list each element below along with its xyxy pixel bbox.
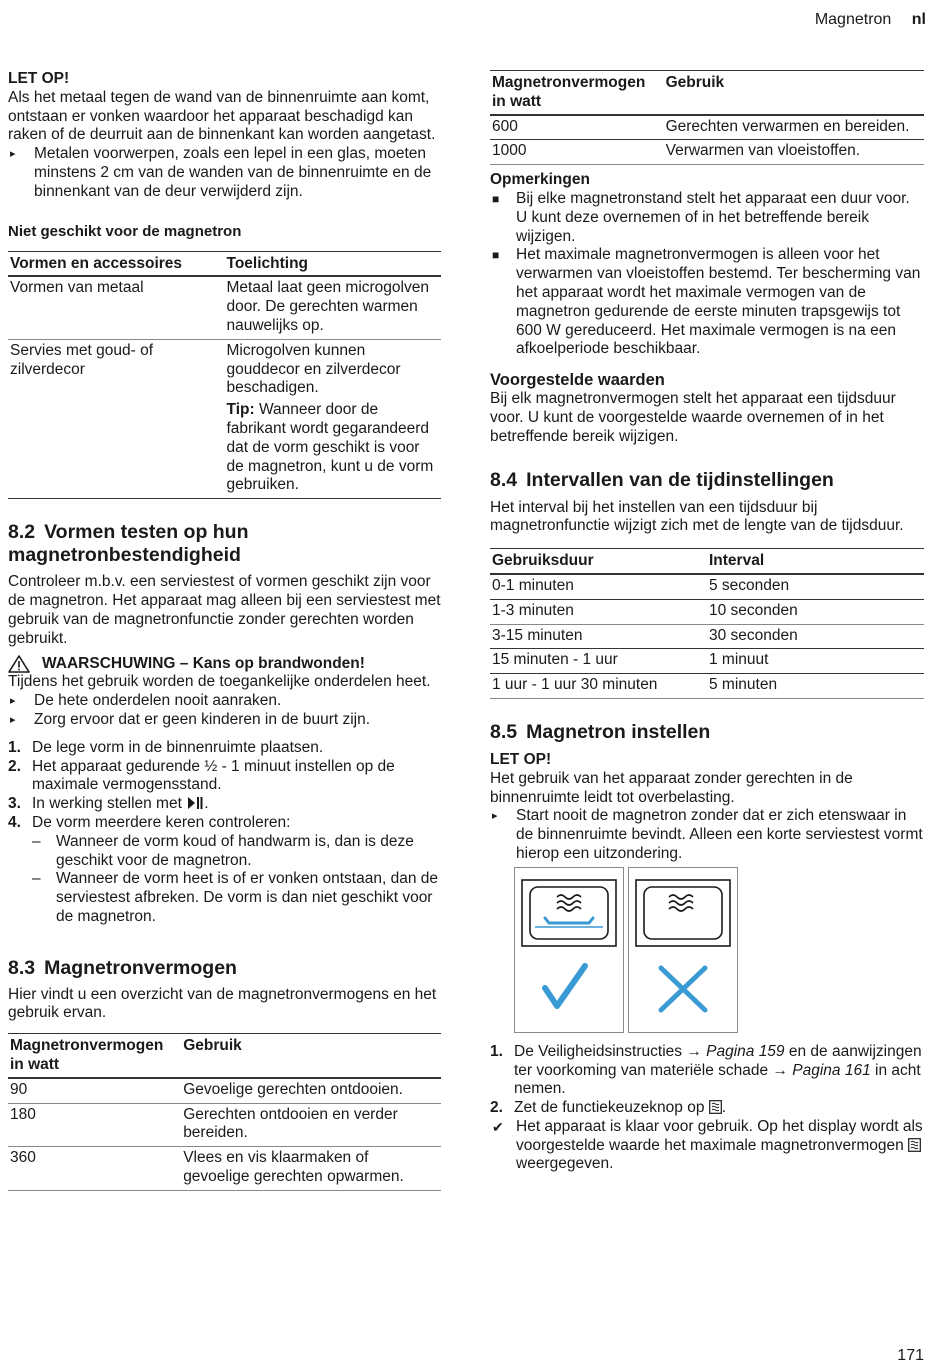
substep: – Wanneer de vorm heet is of er vonken ontstaan, dan de serviestest afbreken. De vorm is dan niet geschikt voor de magnetron.: [32, 870, 438, 925]
column-header: Gebruik: [664, 71, 924, 115]
table-row: 0-1 minuten 5 seconden: [490, 574, 924, 599]
substep: – Wanneer de vorm koud of handwarm is, dan is deze geschikt voor de magnetron.: [32, 832, 414, 869]
steps-list: [490, 1043, 924, 1175]
table-row: 3-15 minuten 30 seconden: [490, 624, 924, 649]
section-heading-8-5: 8.5 Magnetron instellen: [490, 720, 711, 743]
table-row: 180 Gerechten ontdooien en verder bereiden.: [8, 1103, 441, 1147]
table-row: 15 minuten - 1 uur 1 minuut: [490, 649, 924, 674]
serviestest-illustration: [514, 867, 924, 1033]
triangle-bullet-icon: ▸: [10, 148, 16, 161]
microwave-empty-icon: [629, 868, 737, 1032]
column-header: Magnetronvermogen in watt: [490, 71, 664, 115]
microwave-function-icon: [908, 1138, 921, 1152]
column-header: Interval: [707, 549, 924, 574]
square-bullet-icon: ■: [492, 248, 500, 263]
warning-bullet: ▸ De hete onderdelen nooit aanraken.: [10, 692, 282, 710]
table-row: Vormen van metaal Metaal laat geen microgolven door. De gerechten warmen nauwelijks op.: [8, 276, 441, 339]
step: 1. De Veiligheidsinstructies → Pagina 159 en de aanwijzingen ter voorkoming van materiële schade → Pagina 161 in acht nemen.: [490, 1042, 922, 1098]
cross-icon: [661, 968, 705, 1010]
step: 1. De lege vorm in de binnenruimte plaatsen.: [8, 738, 324, 756]
section-intro: Het interval bij het instellen van een tijdsduur bij magnetronfunctie wijzigt zich met de lengte van de tijdsduur.: [490, 498, 904, 535]
step: 4. De vorm meerdere keren controleren:: [8, 813, 291, 831]
section-intro: Hier vindt u een overzicht van de magnetronvermogens en het gebruik ervan.: [8, 985, 437, 1022]
notice-title: LET OP!: [8, 70, 70, 87]
suitable-dish-panel: [514, 867, 624, 1033]
notice-text: Het gebruik van het apparaat zonder gerechten in de binnenruimte leidt tot overbelasting.: [490, 769, 853, 806]
table-row: 90 Gevoelige gerechten ontdooien.: [8, 1078, 441, 1103]
microwave-function-icon: [709, 1100, 722, 1114]
header-section: Magnetron: [814, 11, 892, 28]
section-heading-8-3: 8.3 Magnetronvermogen: [8, 956, 237, 979]
remark-item: ■ Het maximale magnetronvermogen is alleen voor het verwarmen van vloeistoffen bestemd. Ter bescherming van het apparaat wordt het maximale vermogen van de magnetron gedurende de eerste minuten trapsgewijs tot 600 W gereduceerd. Het maximale vermogen is na een afkoelperiode beschikbaar.: [492, 246, 921, 358]
warning-text: Tijdens het gebruik worden de toegankelijke onderdelen heet.: [8, 673, 431, 691]
section-heading-8-4: 8.4 Intervallen van de tijdinstellingen: [490, 468, 834, 491]
notice-text: Als het metaal tegen de wand van de binnenruimte aan komt, ontstaan er vonken waardoor het apparaat beschadigd kan raken of de deurruit aan de binnenkant kan worden aangetast.: [8, 88, 436, 144]
table-row: 360 Vlees en vis klaarmaken of gevoelige gerechten opwarmen.: [8, 1147, 441, 1191]
power-table-continued: [490, 70, 924, 165]
warning-triangle-icon: [8, 655, 30, 673]
section-heading-8-2: 8.2 Vormen testen op hun magnetronbestendigheid: [8, 521, 249, 567]
microwave-with-dish-icon: [515, 868, 623, 1032]
table-row: 1 uur - 1 uur 30 minuten 5 minuten: [490, 674, 924, 699]
suggested-text: Bij elk magnetronvermogen stelt het apparaat een tijdsduur voor. U kunt de voorgestelde waarde overnemen of in het betreffende bereik wijzigen.: [490, 390, 896, 445]
power-table: [8, 1033, 441, 1191]
triangle-bullet-icon: ▸: [10, 713, 16, 726]
column-header: Magnetronvermogen in watt: [8, 1034, 181, 1078]
result: ✔ Het apparaat is klaar voor gebruik. Op het display wordt als voorgestelde waarde het maximale magnetronvermogen weergegeven.: [492, 1117, 923, 1173]
table-row: 600 Gerechten verwarmen en bereiden.: [490, 115, 924, 140]
step: 2. Het apparaat gedurende ½ - 1 minuut instellen op de maximale vermogensstand.: [8, 757, 395, 794]
right-column: [490, 70, 924, 1174]
notice-bullet: ▸ Metalen voorwerpen, zoals een lepel in een glas, moeten minstens 2 cm van de wanden van de binnenruimte en de binnenkant van de deur verwijderd zijn.: [10, 145, 432, 200]
triangle-bullet-icon: ▸: [10, 695, 16, 708]
step: 3. In werking stellen met .: [8, 795, 209, 813]
warning-heading: WAARSCHUWING – Kans op brandwonden!: [8, 654, 441, 673]
warning-bullet: ▸ Zorg ervoor dat er geen kinderen in de buurt zijn.: [10, 710, 371, 728]
running-header: [815, 11, 926, 29]
page-reference-link[interactable]: → Pagina 159: [686, 1042, 785, 1060]
step: 2. Zet de functiekeuzeknop op .: [490, 1099, 727, 1117]
interval-table: [490, 548, 924, 699]
notice-bullet: ▸ Start nooit de magnetron zonder dat er zich etenswaar in de binnenruimte bevindt. Alleen een korte serviestest vormt hierop een uitzondering.: [492, 807, 923, 862]
unsuitable-empty-panel: [628, 867, 738, 1033]
table-row: 1-3 minuten 10 seconden: [490, 599, 924, 624]
column-header: Toelichting: [225, 251, 442, 276]
remarks-title: Opmerkingen: [490, 171, 590, 189]
page-reference-link[interactable]: → Pagina 161: [772, 1061, 871, 1079]
checkmark-icon: [545, 966, 585, 1006]
column-header: Vormen en accessoires: [8, 251, 225, 276]
page-number: 171: [897, 1347, 924, 1364]
column-header: Gebruiksduur: [490, 549, 707, 574]
suggested-title: Voorgestelde waarden: [490, 371, 665, 390]
remark-item: ■ Bij elke magnetronstand stelt het apparaat een duur voor. U kunt deze overnemen of in het betreffende bereik wijzigen.: [492, 189, 910, 245]
unsuitable-title: Niet geschikt voor de magnetron: [8, 222, 242, 240]
play-pause-icon: [186, 796, 204, 810]
header-language: nl: [911, 11, 926, 28]
notice-title: LET OP!: [490, 750, 552, 768]
left-column: [8, 70, 441, 1191]
table-row: 1000 Verwarmen van vloeistoffen.: [490, 140, 924, 165]
section-intro: Controleer m.b.v. een serviestest of vormen geschikt zijn voor de magnetron. Het apparaat mag alleen bij een serviestest met gebruik van de magnetronfunctie zonder gerechten worden gebruikt.: [8, 573, 441, 647]
square-bullet-icon: ■: [492, 191, 500, 206]
steps-list: [8, 739, 441, 927]
unsuitable-table: [8, 251, 441, 500]
triangle-bullet-icon: ▸: [492, 810, 498, 823]
table-row: Servies met goud- of zilverdecor Microgolven kunnen gouddecor en zilverdecor beschadigen. Tip: Wanneer door de fabrikant wordt gegarandeerd dat de vorm geschikt is voor de magnetron, kunt u de vorm gebruiken.: [8, 339, 441, 498]
column-header: Gebruik: [181, 1034, 441, 1078]
checkmark-result-icon: ✔: [492, 1118, 504, 1135]
tip: Tip: Wanneer door de fabrikant wordt gegarandeerd dat de vorm geschikt is voor de magnetron, kunt u de vorm gebruiken.: [226, 401, 434, 494]
